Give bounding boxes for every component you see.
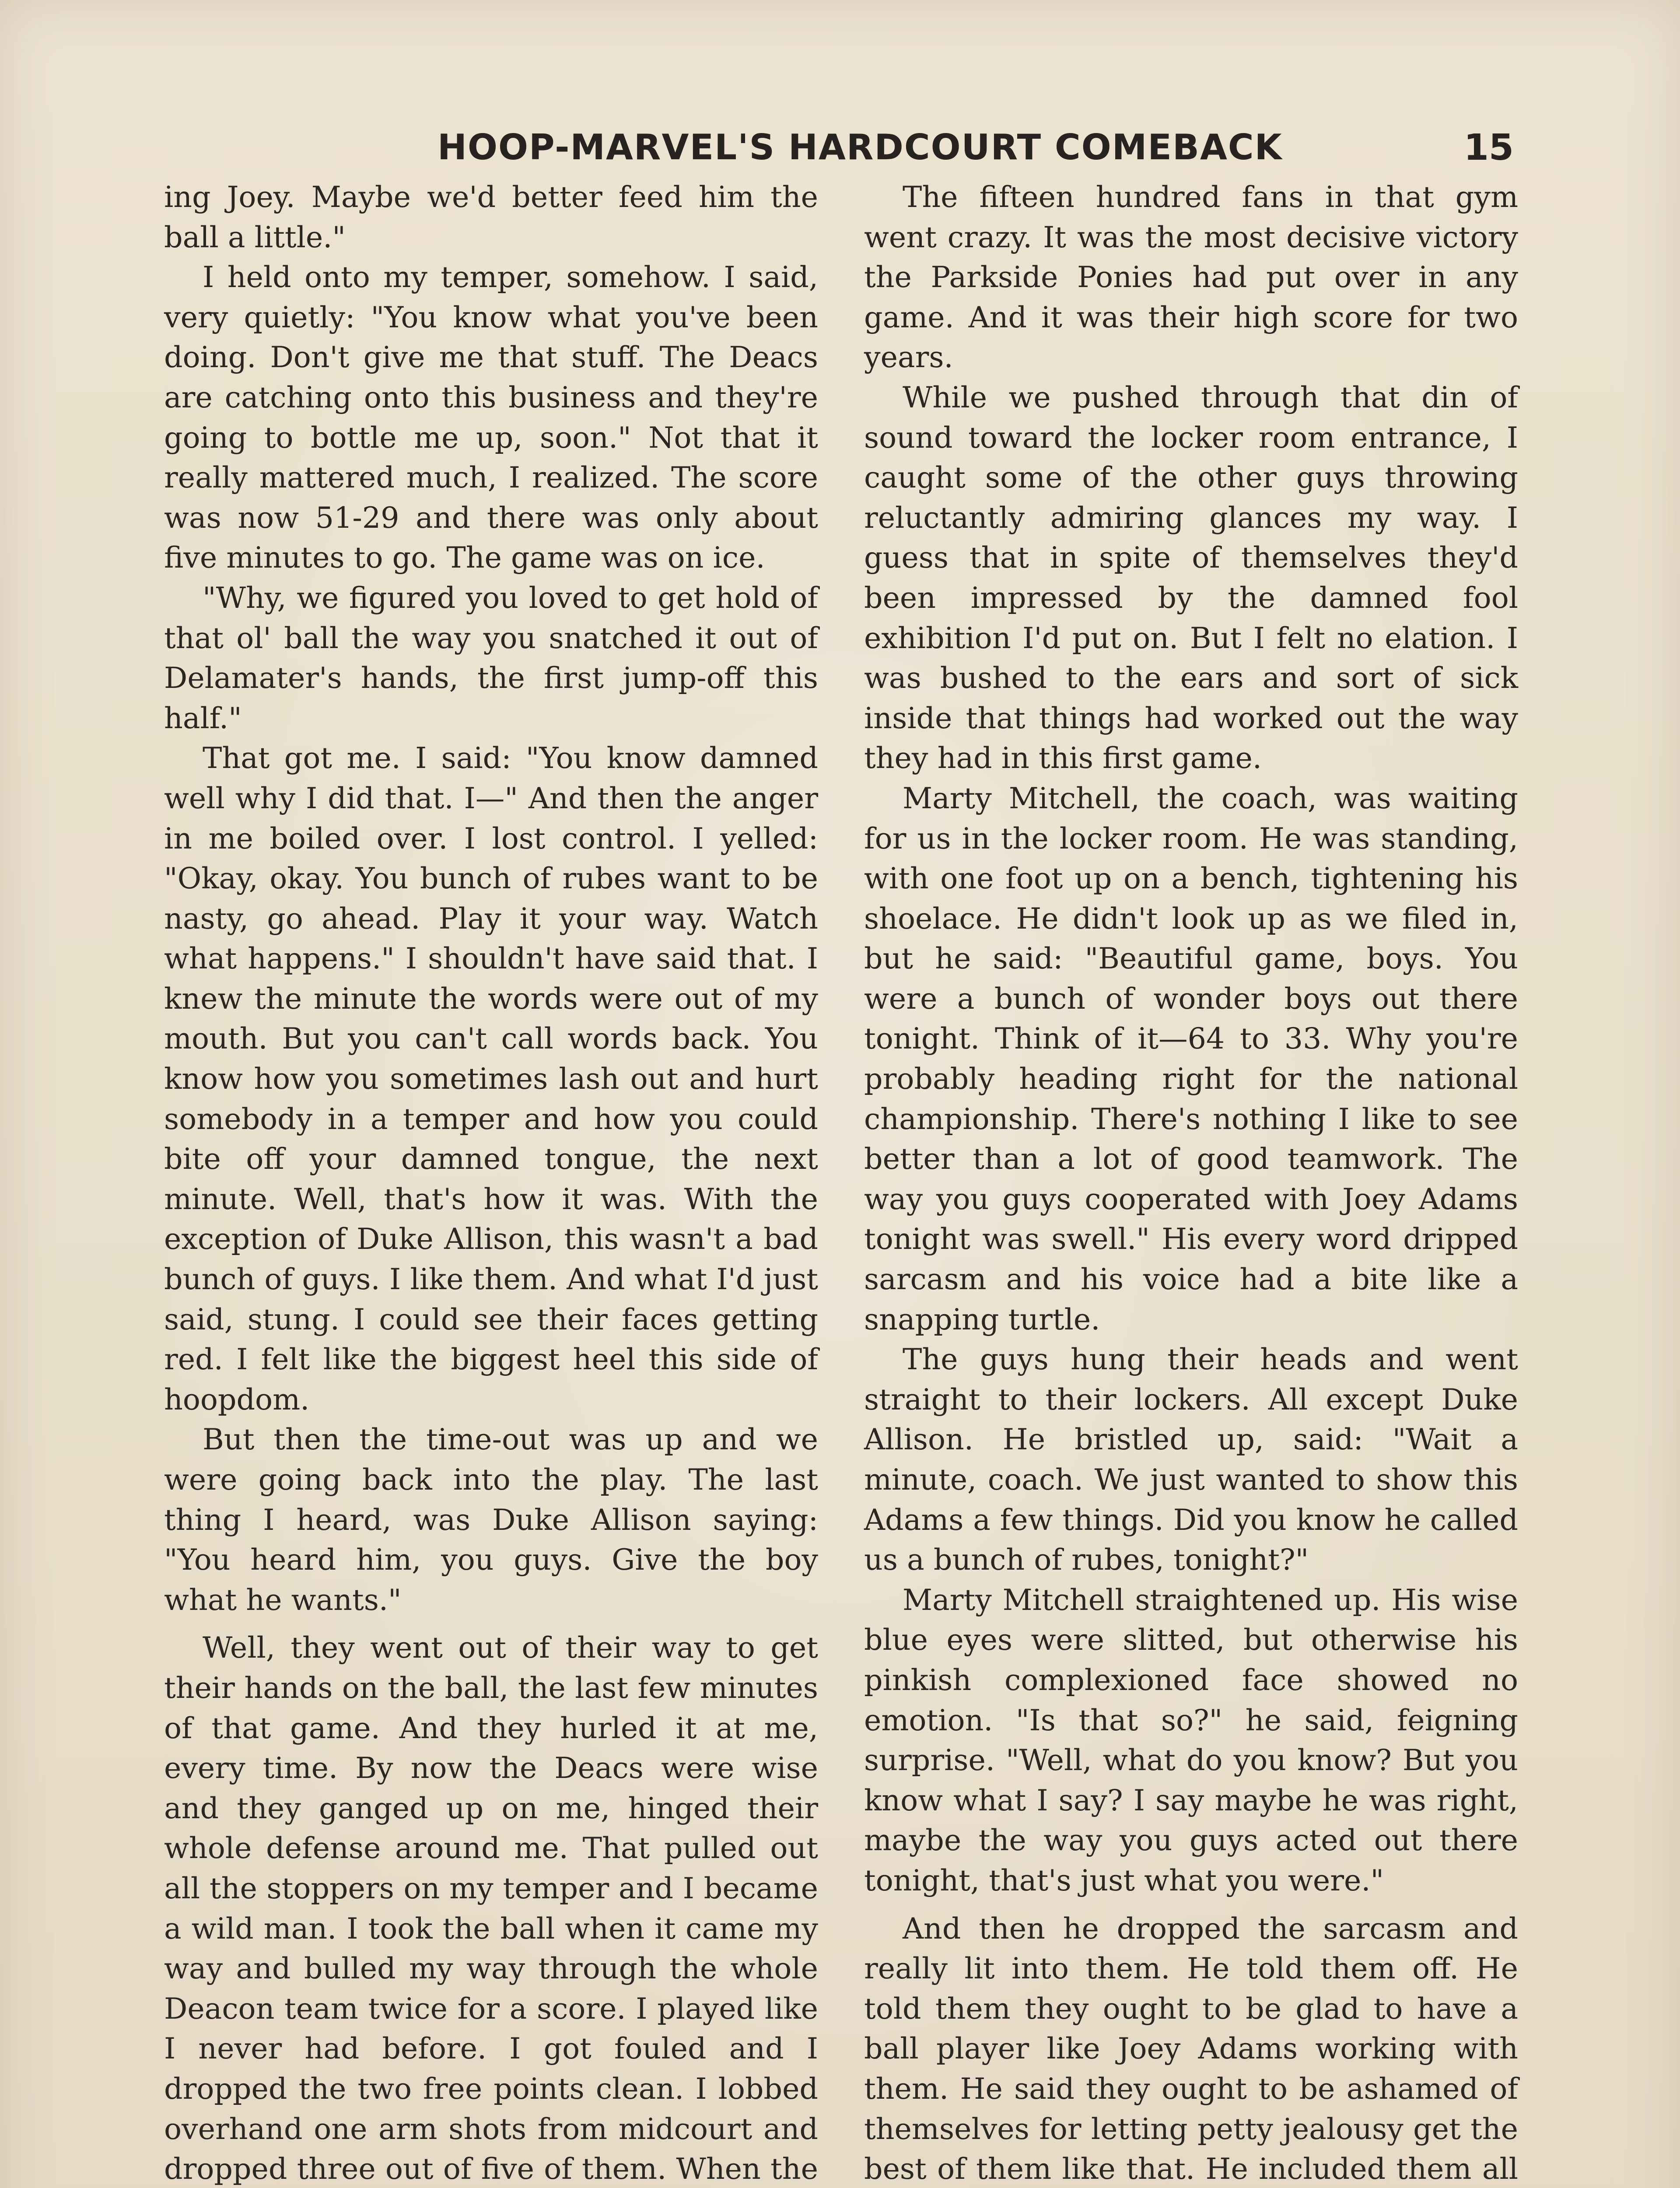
paragraph: But then the time-out was up and we were going back into the play. The last thing I heard, was Duke Allison saying: "You heard him, you guys. Give the boy what he wants." xyxy=(164,1422,818,1617)
paragraph: ing Joey. Maybe we'd better feed him the ball a little." xyxy=(164,180,818,254)
paragraph: While we pushed through that din of sound toward the locker room entrance, I caught some of the other guys throwing reluctantly admiring glances my way. I guess that in spite of themselves they'd been impressed by the damned fool exhibition I'd put on. But I felt no elation. I was bushed to the ears and sort of sick inside that things had worked out the way they had in this first game. xyxy=(864,380,1518,775)
running-head xyxy=(166,127,1514,175)
paragraph: Marty Mitchell, the coach, was waiting for us in the locker room. He was standing, with one foot up on a bench, tightening his shoelace. He didn't look up as we filed in, but he said: "Beautiful game, boys. You were a bunch of wonder boys out there tonight. Think of it—64 to 33. Why you're probably heading right for the national championship. There's nothing I like to see better than a lot of good teamwork. The way you guys cooperated with Joey Adams tonight was swell." His every word dripped sarcasm and his voice had a bite like a snapping turtle. xyxy=(864,781,1518,1336)
right-column xyxy=(864,177,1518,2188)
paragraph: That got me. I said: "You know damned well why I did that. I—" And then the anger in me boiled over. I lost control. I yelled: "Okay, okay. You bunch of rubes want to be nasty, go ahead. Play it your way. Watch what happens." I shouldn't have said that. I knew the minute the words were out of my mouth. But you can't call words back. You know how you sometimes lash out and hurt somebody in a temper and how you could bite off your damned tongue, the next minute. Well, that's how it was. With the exception of Duke Allison, this wasn't a bad bunch of guys. I like them. And what I'd just said, stung. I could see their faces getting red. I felt like the biggest heel this side of hoopdom. xyxy=(164,741,818,1417)
left-column xyxy=(164,177,818,2188)
paragraph: "Why, we figured you loved to get hold of that ol' ball the way you snatched it out of Delamater's hands, the first jump-off this half." xyxy=(164,580,818,735)
paragraph: Well, they went out of their way to get their hands on the ball, the last few minutes of that game. And they hurled it at me, every time. By now the Deacs were wise and they ganged up on me, hinged their whole defense around me. That pulled out all the stoppers on my temper and I became a wild man. I took the ball when it came my way and bulled my way through the whole Deacon team twice for a score. I played like I never had before. I got fouled and I dropped the two free points clean. I lobbed overhand one arm shots from midcourt and dropped three out of five of them. When the xyxy=(164,1630,818,2186)
page-number: 15 xyxy=(1463,127,1514,168)
paragraph: And then he dropped the sarcasm and really lit into them. He told them off. He told them they ought to be glad to have a ball player like Joey Adams working with them. He said they ought to be ashamed of themselves for letting petty jealousy get the best of them like that. He included them all xyxy=(864,1911,1518,2186)
paragraph: The guys hung their heads and went straight to their lockers. All except Duke Allison. He bristled up, said: "Wait a minute, coach. We just wanted to show this Adams a few things. Did you know he called us a bunch of rubes, tonight?" xyxy=(864,1342,1518,1577)
paragraph: The fifteen hundred fans in that gym went crazy. It was the most decisive victory the Parkside Ponies had put over in any game. And it was their high score for two years. xyxy=(864,180,1518,375)
paragraph: Marty Mitchell straightened up. His wise blue eyes were slitted, but otherwise his pinkish complexioned face showed no emotion. "Is that so?" he said, feigning surprise. "Well, what do you know? But you know what I say? I say maybe he was right, maybe the way you guys acted out there tonight, that's just what you were." xyxy=(864,1582,1518,1897)
story-title: HOOP-MARVEL'S HARDCOURT COMEBACK xyxy=(438,127,1283,168)
paragraph: I held onto my temper, somehow. I said, very quietly: "You know what you've been doing. Don't give me that stuff. The Deacs are catching onto this business and they're going to bottle me up, soon." Not that it really mattered much, I realized. The score was now 51-29 and there was only about five minutes to go. The game was on ice. xyxy=(164,260,818,575)
